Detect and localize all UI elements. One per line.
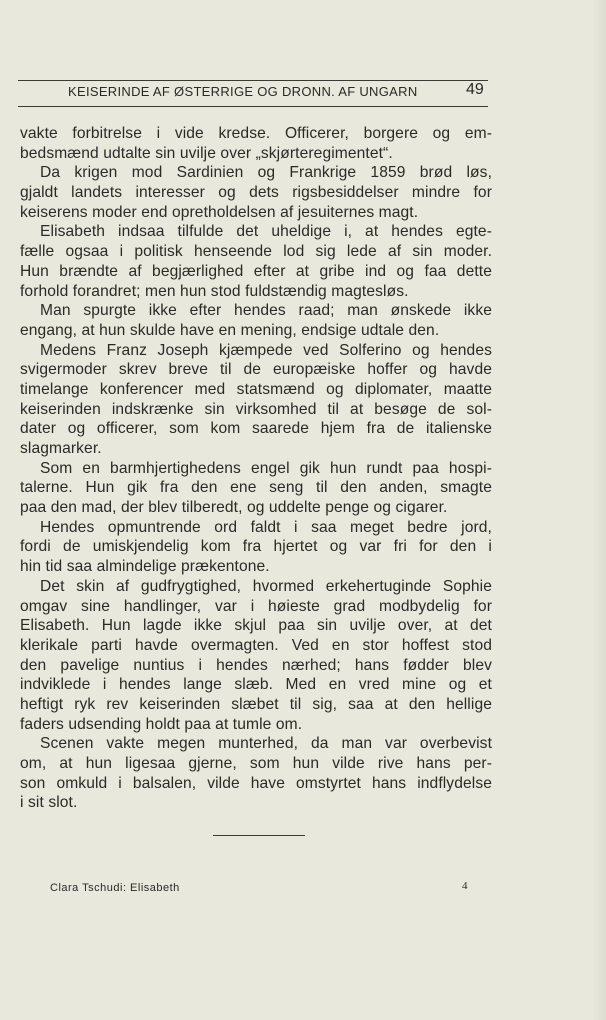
- text-line: heftigt ryk rev keiserinden slæbet til sig, saa at den hellige: [20, 695, 492, 713]
- text-line: paa den mad, der blev tilberedt, og uddelte penge og cigarer.: [20, 499, 448, 517]
- text-line: om, at hun ligesaa gjerne, som hun vilde rive hans per-: [20, 755, 492, 772]
- text-line: hin tid saa almindelige prækentone.: [20, 558, 270, 576]
- text-line: vakte forbitrelse i vide kredse. Officerer, borgere og em-: [20, 125, 492, 142]
- header-rule-bottom: [18, 106, 488, 107]
- text-line: timelange konferencer med statsmænd og diplomater, maatte: [20, 380, 492, 398]
- page-number: 49: [466, 81, 484, 98]
- footer-author-title: Clara Tschudi: Elisabeth: [50, 882, 180, 894]
- text-line: Det skin af gudfrygtighed, hvormed erkehertuginde Sophie: [40, 577, 492, 595]
- text-line: indviklede i hendes lange slæb. Med en vred mine og et: [20, 676, 492, 694]
- text-line: den pavelige nuntius i hendes nærhed; hans fødder blev: [20, 656, 492, 674]
- text-line: klerikale parti havde overmagten. Ved en stor hoffest stod: [20, 636, 492, 654]
- text-line: Som en barmhjertighedens engel gik hun rundt paa hospi-: [40, 459, 492, 477]
- text-line: i sit slot.: [20, 794, 78, 812]
- text-line: engang, at hun skulde have en mening, endsige udtale den.: [20, 321, 440, 339]
- running-head: KEISERINDE AF ØSTERRIGE OG DRONN. AF UNGARN: [68, 84, 418, 99]
- text-line: omgav sine handlinger, var i høieste grad modbydelig for: [20, 597, 492, 615]
- text-line: fordi de umiskjendelig kom fra hjertet og var fri for den i: [20, 538, 492, 556]
- text-line: Scenen vakte megen munterhed, da man var overbevist: [40, 735, 492, 753]
- text-line: Hun brændte af begjærlighed efter at gribe ind og faa dette: [20, 262, 492, 280]
- text-line: svigermoder skrev breve til de europæiske hoffer og havde: [20, 361, 492, 379]
- text-line: gjaldt landets interesser og dets rigsbesiddelser mindre for: [20, 184, 492, 202]
- text-line: dater og officerer, som kom saarede hjem fra de italienske: [20, 420, 492, 438]
- signature-mark: 4: [462, 880, 468, 892]
- text-line: keiserens moder end opretholdelsen af jesuiternes magt.: [20, 203, 419, 221]
- text-line: son omkuld i balsalen, vilde have omstyrtet hans indflydelse: [20, 774, 492, 792]
- body-text: [20, 124, 492, 813]
- text-line: Medens Franz Joseph kjæmpede ved Solferino og hendes: [40, 341, 492, 359]
- text-line: talerne. Hun gik fra den ene seng til den anden, smagte: [20, 479, 492, 497]
- text-line: Man spurgte ikke efter hendes raad; man ønskede ikke: [40, 302, 492, 320]
- text-line: faders udsending holdt paa at tumle om.: [20, 715, 303, 733]
- header-rule-top: [18, 80, 488, 81]
- text-line: Elisabeth indsaa tilfulde det uheldige i, at hendes egte-: [40, 223, 492, 241]
- text-line: Hendes opmuntrende ord faldt i saa meget bedre jord,: [40, 518, 492, 536]
- text-line: fælle ogsaa i politisk henseende lod sig lede af sin moder.: [20, 243, 492, 261]
- text-line: Da krigen mod Sardinien og Frankrige 1859 brød løs,: [40, 164, 492, 182]
- text-line: bedsmænd udtalte sin uvilje over „skjørteregimentet“.: [20, 144, 393, 162]
- closing-rule: [213, 835, 305, 836]
- text-line: Elisabeth. Hun lagde ikke skjul paa sin uvilje over, at det: [20, 617, 492, 635]
- page-edge-shadow: [592, 0, 606, 1020]
- text-line: forhold forandret; men hun stod fuldstændig magtesløs.: [20, 282, 409, 300]
- text-line: keiserinden indskrænke sin virksomhed til at besøge de sol-: [20, 400, 492, 418]
- text-line: slagmarker.: [20, 440, 102, 457]
